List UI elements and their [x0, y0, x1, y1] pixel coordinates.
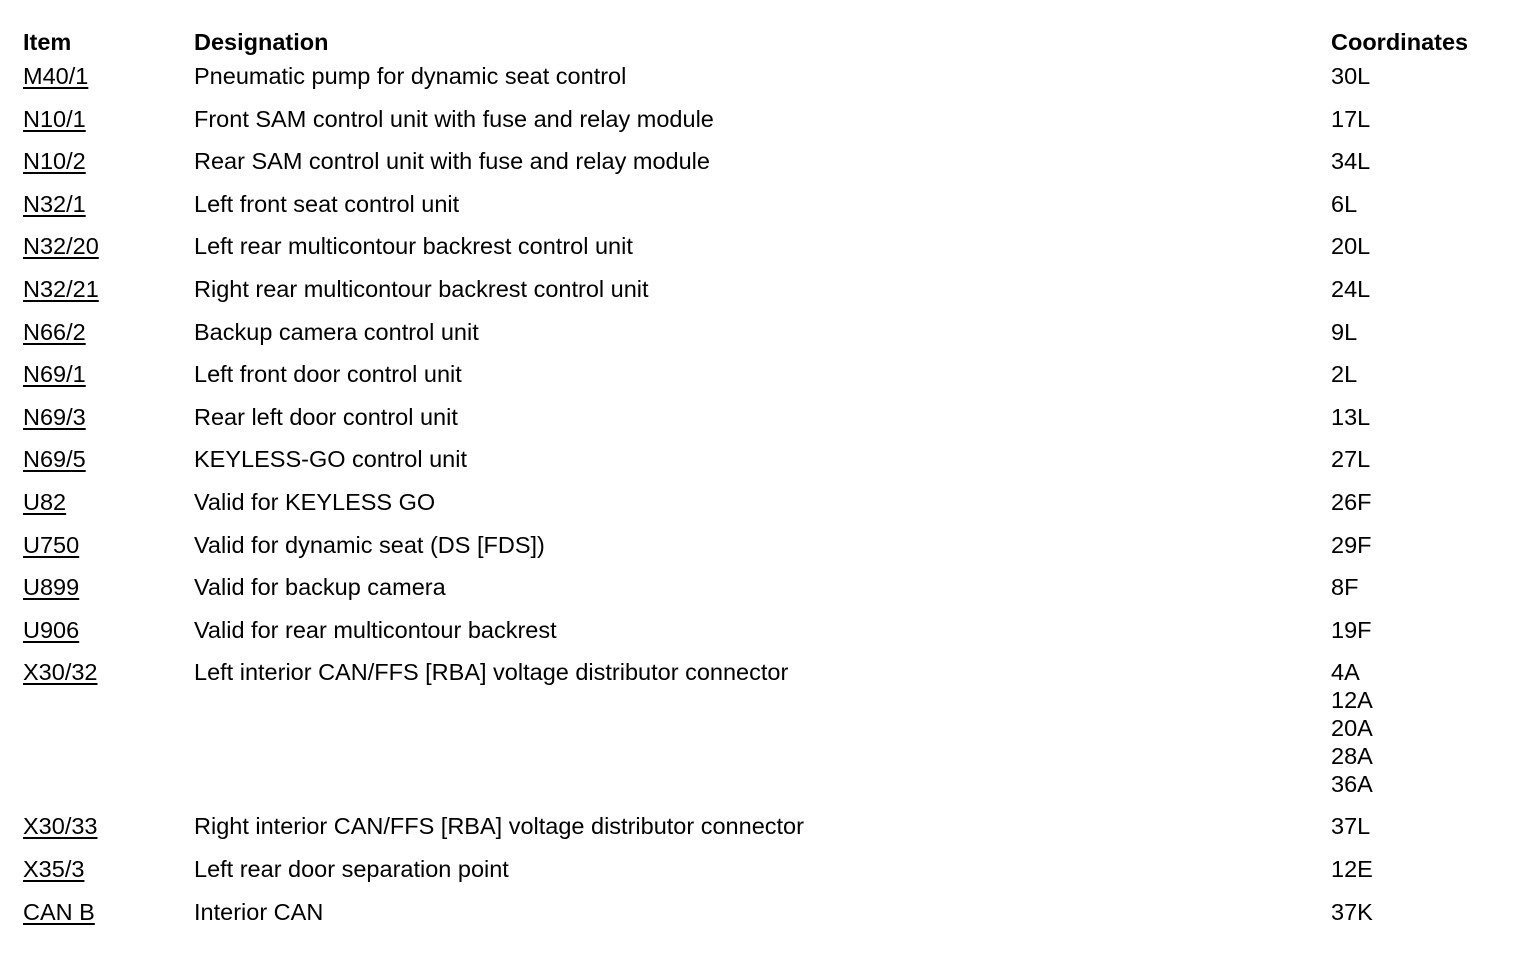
table-row: [23, 146, 1503, 189]
coordinate-value: 13L: [1331, 403, 1371, 430]
coordinates-cell: [1331, 897, 1503, 940]
item-link[interactable]: U750: [23, 531, 80, 558]
table-row: [23, 854, 1503, 897]
designation-cell: Valid for KEYLESS GO: [194, 488, 436, 515]
coordinate-value: 36A: [1331, 771, 1373, 798]
coordinate-value: 19F: [1331, 616, 1372, 643]
coordinate-value: 2L: [1331, 361, 1358, 388]
designation-cell: Backup camera control unit: [194, 318, 479, 345]
coordinates-cell: [1331, 444, 1503, 487]
table-row: [23, 615, 1503, 658]
table-row: [23, 657, 1503, 811]
item-link[interactable]: M40/1: [23, 63, 89, 89]
table-row: [23, 402, 1503, 445]
coordinates-cell: [1331, 231, 1503, 274]
table-row: [23, 530, 1503, 573]
coordinate-value: 37K: [1331, 898, 1373, 925]
designation-cell: Front SAM control unit with fuse and relay module: [194, 105, 714, 132]
designation-cell: Right rear multicontour backrest control unit: [194, 275, 649, 302]
designation-cell: Left front seat control unit: [194, 190, 460, 217]
table-row: [23, 274, 1503, 317]
table-row: [23, 231, 1503, 274]
coordinate-value: 9L: [1331, 318, 1358, 345]
designation-cell: Left front door control unit: [194, 361, 462, 388]
table-row: [23, 444, 1503, 487]
designation-cell: Left rear multicontour backrest control unit: [194, 233, 633, 260]
coordinates-cell: [1331, 657, 1503, 811]
item-link[interactable]: N69/5: [23, 446, 86, 473]
item-cell: [23, 811, 194, 854]
table-row: [23, 572, 1503, 615]
item-link[interactable]: X35/3: [23, 855, 85, 882]
coordinates-cell: [1331, 274, 1503, 317]
designation-cell: KEYLESS-GO control unit: [194, 446, 467, 473]
coordinate-value: 12E: [1331, 855, 1373, 882]
item-cell: [23, 615, 194, 658]
table-row: [23, 897, 1503, 940]
coordinate-value: 12A: [1331, 687, 1373, 714]
item-cell: [23, 854, 194, 897]
item-link[interactable]: N10/1: [23, 105, 86, 132]
designation-cell: Valid for rear multicontour backrest: [194, 616, 557, 643]
item-link[interactable]: U899: [23, 574, 80, 601]
column-header-coordinates: Coordinates: [1331, 29, 1469, 55]
item-cell: [23, 231, 194, 274]
item-cell: [23, 274, 194, 317]
item-cell: [23, 359, 194, 402]
component-legend-table: [23, 24, 1503, 939]
coordinates-cell: [1331, 530, 1503, 573]
coordinates-cell: [1331, 811, 1503, 854]
coordinates-cell: [1331, 487, 1503, 530]
coordinates-cell: [1331, 146, 1503, 189]
coordinates-cell: [1331, 615, 1503, 658]
item-link[interactable]: N69/1: [23, 361, 86, 388]
coordinates-cell: [1331, 317, 1503, 360]
coordinate-value: 20L: [1331, 233, 1371, 260]
item-link[interactable]: U82: [23, 488, 67, 515]
coordinate-value: 17L: [1331, 105, 1371, 132]
designation-cell: Left rear door separation point: [194, 855, 509, 882]
coordinate-value: 6L: [1331, 190, 1358, 217]
item-cell: [23, 897, 194, 940]
item-cell: [23, 146, 194, 189]
item-link[interactable]: N10/2: [23, 148, 86, 175]
table-body: [23, 61, 1503, 939]
coordinate-value: 26F: [1331, 488, 1372, 515]
designation-cell: Rear SAM control unit with fuse and relay module: [194, 148, 710, 175]
item-link[interactable]: N66/2: [23, 318, 86, 345]
item-link[interactable]: N32/21: [23, 275, 99, 302]
item-cell: [23, 572, 194, 615]
coordinate-value: 24L: [1331, 275, 1371, 302]
item-link[interactable]: N32/20: [23, 233, 99, 260]
item-cell: [23, 189, 194, 232]
coordinate-value: 20A: [1331, 715, 1373, 742]
table-row: [23, 104, 1503, 147]
column-header-designation: Designation: [194, 29, 329, 55]
table-row: [23, 189, 1503, 232]
item-link[interactable]: X30/32: [23, 659, 98, 686]
coordinates-cell: [1331, 104, 1503, 147]
designation-cell: Valid for dynamic seat (DS [FDS]): [194, 531, 545, 558]
designation-cell: Right interior CAN/FFS [RBA] voltage distributor connector: [194, 813, 804, 840]
column-header-item: Item: [23, 29, 72, 55]
coordinates-cell: [1331, 402, 1503, 445]
item-cell: [23, 530, 194, 573]
table-row: [23, 487, 1503, 530]
item-link[interactable]: U906: [23, 616, 80, 643]
item-link[interactable]: N69/3: [23, 403, 86, 430]
coordinate-value: 34L: [1331, 148, 1371, 175]
coordinate-value: 4A: [1331, 659, 1360, 686]
table-row: [23, 317, 1503, 360]
coordinates-cell: [1331, 854, 1503, 897]
item-cell: [23, 402, 194, 445]
item-cell: [23, 61, 194, 104]
table-row: [23, 811, 1503, 854]
item-cell: [23, 657, 194, 811]
item-cell: [23, 317, 194, 360]
designation-cell: Interior CAN: [194, 898, 324, 925]
coordinates-cell: [1331, 572, 1503, 615]
coordinates-cell: [1331, 189, 1503, 232]
coordinate-value: 8F: [1331, 574, 1359, 601]
item-link[interactable]: X30/33: [23, 813, 98, 840]
designation-cell: Pneumatic pump for dynamic seat control: [194, 63, 627, 89]
coordinates-cell: [1331, 61, 1503, 104]
item-link[interactable]: CAN B: [23, 898, 95, 925]
table-row: [23, 359, 1503, 402]
coordinate-value: 28A: [1331, 743, 1373, 770]
designation-cell: Valid for backup camera: [194, 574, 446, 601]
table-header-row: [23, 24, 1503, 61]
item-cell: [23, 444, 194, 487]
coordinate-value: 37L: [1331, 813, 1371, 840]
designation-cell: Rear left door control unit: [194, 403, 458, 430]
coordinate-value: 29F: [1331, 531, 1372, 558]
item-cell: [23, 487, 194, 530]
item-cell: [23, 104, 194, 147]
coordinate-value: 30L: [1331, 63, 1371, 89]
item-link[interactable]: N32/1: [23, 190, 86, 217]
coordinates-cell: [1331, 359, 1503, 402]
table-row: [23, 61, 1503, 104]
designation-cell: Left interior CAN/FFS [RBA] voltage distributor connector: [194, 659, 789, 686]
coordinate-value: 27L: [1331, 446, 1371, 473]
